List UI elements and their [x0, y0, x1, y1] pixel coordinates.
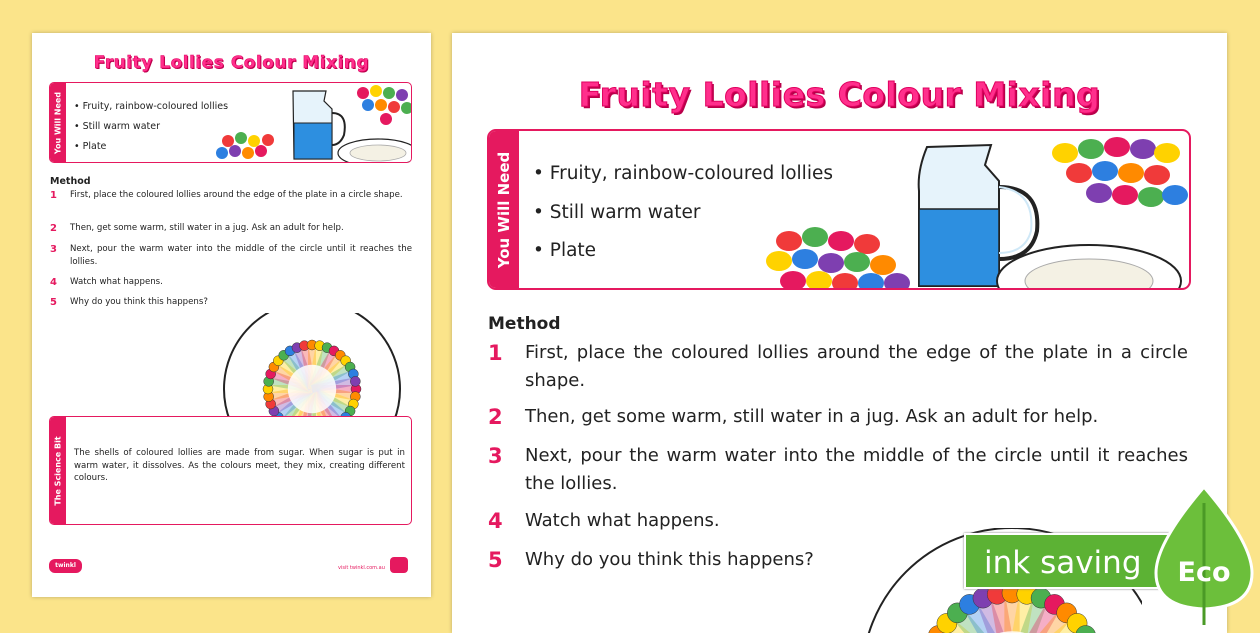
worksheet-preview-thumbnail — [32, 33, 431, 597]
preview-step: 3 Next, pour the warm water into the middle of the circle until it reaches the lollies. — [50, 243, 412, 269]
page-title: Fruity Lollies Colour Mixing — [452, 75, 1227, 114]
preview-method-heading: Method — [50, 176, 91, 187]
preview-you-will-need-label: You Will Need — [54, 91, 63, 153]
method-step: 5 Why do you think this happens? — [488, 546, 1188, 574]
jug-of-water-illustration — [293, 91, 345, 159]
leaf-icon — [1152, 483, 1256, 625]
jug-plate-lollies-illustration — [759, 131, 1189, 288]
twinkl-badge-icon — [390, 557, 408, 573]
you-will-need-box — [487, 129, 1191, 290]
preview-science-box — [49, 416, 412, 525]
lollies-illustration — [216, 132, 274, 159]
preview-step: 4 Watch what happens. — [50, 276, 412, 289]
preview-science-label: The Science Bit — [54, 436, 63, 505]
preview-step: 5 Why do you think this happens? — [50, 296, 412, 309]
preview-item: • Plate — [74, 137, 228, 157]
preview-jug-plate-lollies-illustration — [208, 83, 412, 162]
method-step: 3 Next, pour the warm water into the middle of the circle until it reaches the lollies. — [488, 442, 1188, 498]
preview-items-list — [74, 97, 228, 157]
lollies-cluster — [1052, 137, 1188, 207]
method-step: 1 First, place the coloured lollies around the edge of the plate in a circle shape. — [488, 339, 1188, 395]
preview-item: • Still warm water — [74, 117, 228, 137]
item: • Plate — [533, 232, 833, 271]
preview-you-will-need-box — [49, 82, 412, 163]
eco-label: Eco — [1178, 557, 1231, 588]
method-heading: Method — [488, 314, 561, 334]
item: • Fruity, rainbow-coloured lollies — [533, 155, 833, 194]
preview-title: Fruity Lollies Colour Mixing — [32, 53, 431, 73]
ink-saving-eco-badge — [964, 533, 1260, 593]
ink-saving-label: ink saving — [984, 545, 1142, 581]
preview-science-text: The shells of coloured lollies are made from sugar. When sugar is put in warm water, it dissolves. As the colours meet, they mix, creating different colours. — [74, 447, 405, 485]
twinkl-logo: twinkl — [49, 559, 82, 573]
footer-url: visit twinkl.com.au — [338, 565, 385, 571]
preview-step: 2 Then, get some warm, still water in a jug. Ask an adult for help. — [50, 222, 412, 235]
you-will-need-label: You Will Need — [495, 151, 513, 268]
preview-step: 1 First, place the coloured lollies around the edge of the plate in a circle shape. — [50, 189, 412, 202]
lollies-illustration — [766, 227, 910, 288]
method-step: 4 Watch what happens. — [488, 507, 1188, 535]
preview-item: • Fruity, rainbow-coloured lollies — [74, 97, 228, 117]
ink-saving-band — [964, 533, 1178, 589]
item: • Still warm water — [533, 194, 833, 233]
method-step: 2 Then, get some warm, still water in a jug. Ask an adult for help. — [488, 403, 1188, 431]
